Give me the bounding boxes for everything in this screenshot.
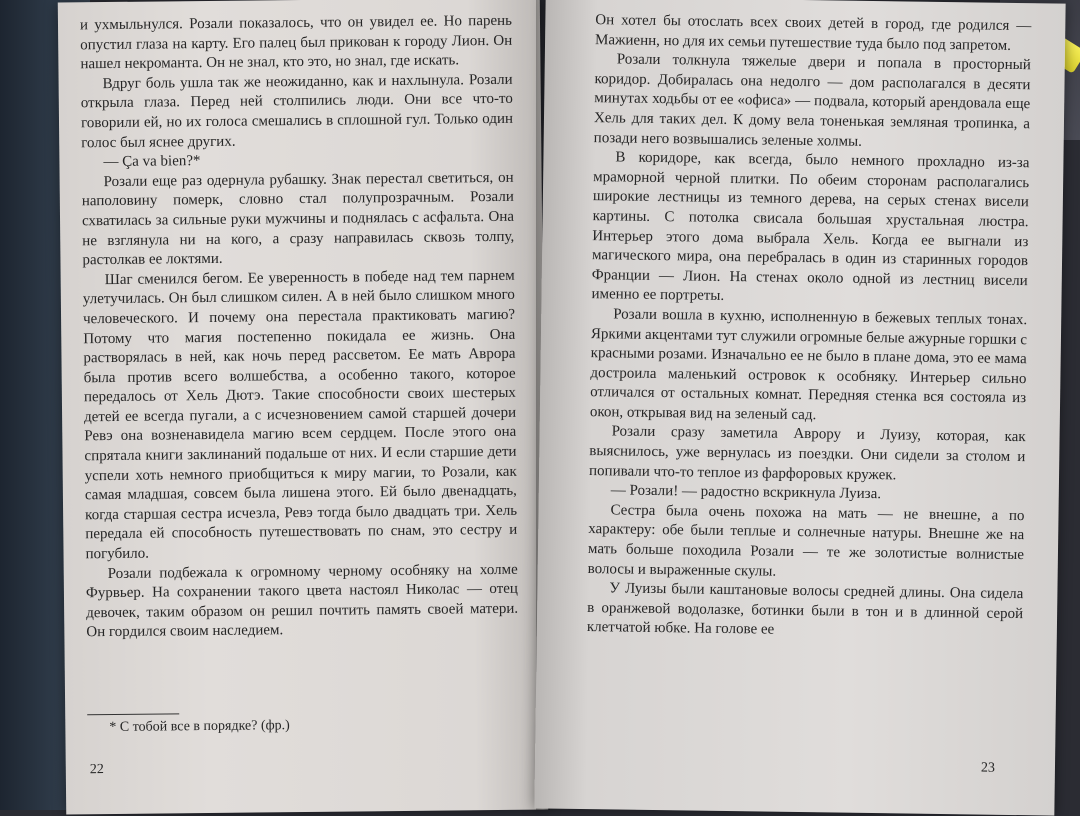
paragraph: — Ça va bien?* [103,153,201,171]
paragraph: Шаг сменился бегом. Ее уверенность в победе над тем парнем улетучилась. Он был слишком силен. А в ней было слишком много человеческого. И почему она перестала практиковать магию? Потому что магия постепенно покидала ее жизнь. Она растворялась в ней, как ночь перед рассветом. Ее мать Аврора была против всего волшебства, а особенно такого, которое передалось от Хель Дютэ. Такие способности своих шестерых детей ее всегда пугали, а с исчезновением самой старшей дочери Ревэ она возненавидела магию всем сердцем. После этого она спрятала книги заклинаний подальше от них. И если старшие дети успели хоть немного приобщиться к миру магии, то Розали, как самая младшая, совсем была лишена этого. Ей было двенадцать, когда старшая сестра исчезла, Ревэ тогда было двадцать три. Хель передала ей способность путешествовать по снам, это сестру и погубило. [82,267,518,563]
paragraph: Розали вошла в кухню, исполненную в бежевых теплых тонах. Яркими акцентами тут служили огромные белые ажурные горшки с красными розами. Изначально ее не было в плане дома, это ее мама достроила маленький островок к особняку. Интерьер сильно отличался от остальных комнат. Передняя стенка вся состояла из окон, открывая вид на зеленый сад. [589,306,1028,424]
paragraph: и ухмыльнулся. Розали показалось, что он увидел ее. Но парень опустил глаза на карту. Его палец был прикован к городу Лион. Он нашел некроманта. Он не знал, кто это, но знал, где искать. [79,12,513,73]
right-page [534,0,1065,816]
paragraph: Розали сразу заметила Аврору и Луизу, которая, как выяснилось, уже вернулась из поездки. Они сидели за столом и попивали что-то теплое из фарфоровых кружек. [588,423,1026,484]
paragraph: — Розали! — радостно вскрикнула Луиза. [610,482,882,503]
paragraph: Вдруг боль ушла так же неожиданно, как и нахлынула. Розали открыла глаза. Перед ней столпились люди. Они все что-то говорили ей, но их голоса смешались в сплошной гул. Только один голос был яснее других. [80,71,514,151]
paragraph: Сестра была очень похожа на мать — не внешне, а по характеру: обе были теплые и солнечные натуры. Внешне же на мать больше походила Розали — те же золотистые волнистые волосы и выраженные скулы. [587,502,1025,580]
page-number-right: 23 [980,760,996,776]
paragraph: У Луизы были каштановые волосы средней длины. Она сидела в оранжевой водолазке, ботинки были в тон и в длинной серой клетчатой юбке. На голове ее [586,580,1024,639]
left-page-body [80,12,519,643]
paragraph: Розали толкнула тяжелые двери и попала в просторный коридор. Добиралась она недолго — дом располагался в десяти минутах ходьбы от ее «офиса» — подвала, который арендовала еще Хель для таких дел. К дому вела тоненькая земляная тропинка, а позади него возвышались зеленые холмы. [593,51,1031,150]
paragraph: Розали подбежала к огромному черному особняку на холме Фурвьер. На сохранении такого цвета настоял Николас — отец девочек, таким образом он решил почтить память своей матери. Он гордился своим наследием. [85,561,519,641]
page-number-left: 22 [89,762,104,778]
paragraph: В коридоре, как всегда, было немного прохладно из-за мраморной черной плитки. По обеим сторонам располагались широкие лестницы из темного дерева, на серых стенах висели картины. С потолка свисала большая хрустальная люстра. Интерьер этого дома выбрала Хель. Когда ее выгнали из магического мира, она перебралась в один из старинных городов Франции — Лион. На стенах около одной из лестниц висели именно ее портреты. [591,149,1030,305]
right-page-body [587,11,1032,644]
footnote-divider [87,713,179,715]
paragraph: Он хотел бы отослать всех своих детей в город, где родился — Мажиенн, но для их семьи путешествие туда было под запретом. [594,12,1032,54]
left-page [58,0,548,815]
footnote: * С тобой все в порядке? (фр.) [109,718,290,736]
paragraph: Розали еще раз одернула рубашку. Знак перестал светиться, он наполовину померк, словно стал полупрозрачным. Розали схватилась за сильные руки мужчины и поднялась с асфальта. Она не взглянула ни на кого, а сразу направилась сквозь толпу, растолкав ее локтями. [81,169,515,269]
